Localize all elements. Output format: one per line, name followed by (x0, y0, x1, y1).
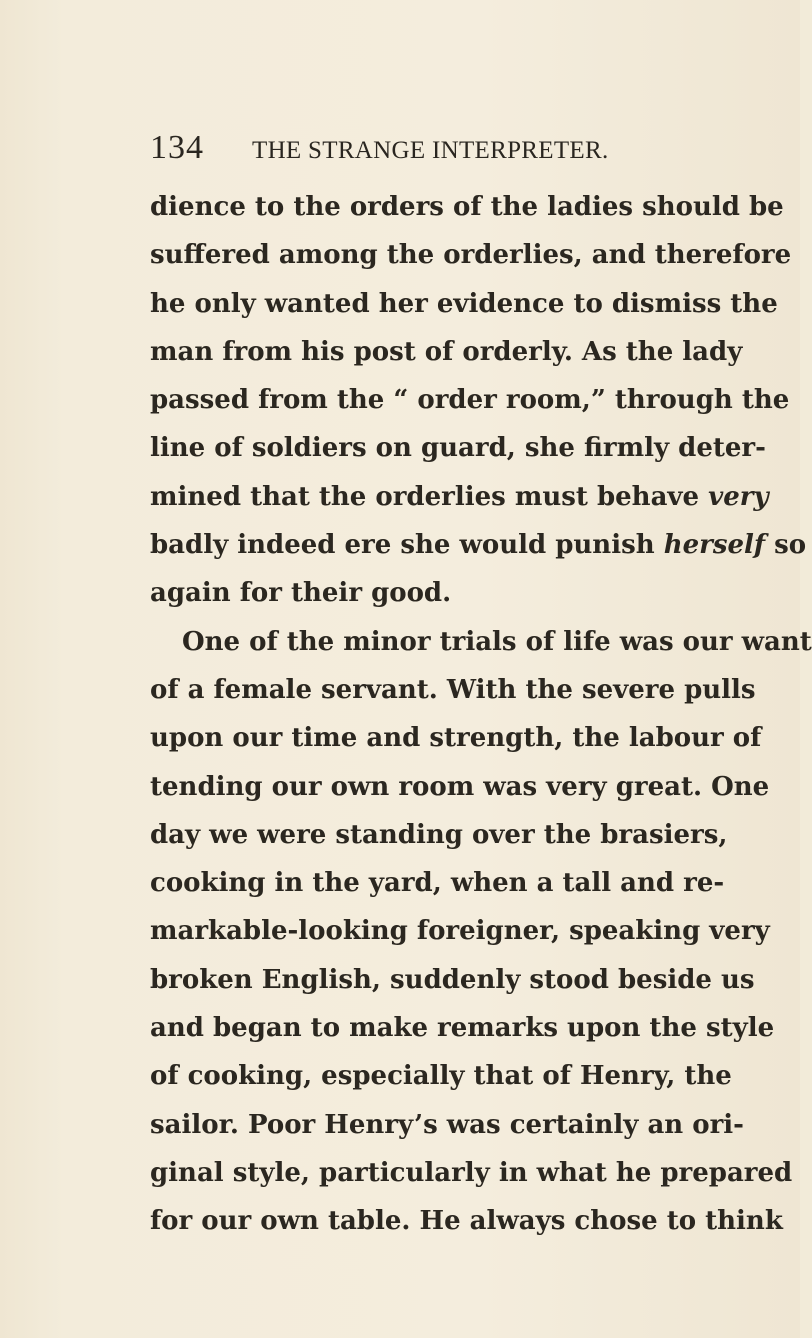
text-line: cooking in the yard, when a tall and re- (150, 868, 725, 899)
text-line: markable-looking foreigner, speaking very (150, 916, 770, 947)
text-line: man from his post of orderly. As the lady (150, 336, 743, 367)
text-line: and began to make remarks upon the style (150, 1013, 775, 1044)
text-run: badly indeed ere she would punish (150, 530, 664, 561)
text-line: tending our own room was very great. One (150, 771, 770, 802)
text-line: sailor. Poor Henry’s was certainly an ori- (150, 1109, 744, 1140)
text-line (150, 473, 769, 521)
text-line: of a female servant. With the severe pulls (150, 674, 756, 705)
running-head: THE STRANGE INTERPRETER. (252, 137, 609, 164)
page-header (150, 128, 710, 168)
text-line: for our own table. He always chose to think (150, 1206, 783, 1237)
text-line: again for their good. (150, 578, 452, 609)
text-line: suffered among the orderlies, and therefore (150, 240, 792, 271)
text-line: day we were standing over the brasiers, (150, 819, 728, 850)
paragraph-start-line: One of the minor trials of life was our want (182, 626, 812, 657)
text-line: he only wanted her evidence to dismiss the (150, 288, 778, 319)
text-line: of cooking, especially that of Henry, the (150, 1061, 732, 1092)
page-number: 134 (150, 129, 204, 166)
body-text (150, 183, 812, 1246)
emphasis-word: herself (663, 530, 766, 561)
text-line: dience to the orders of the ladies should be (150, 192, 784, 222)
text-line (150, 521, 807, 569)
text-line: passed from the “ order room,” through the (150, 385, 790, 416)
text-run: mined that the orderlies must behave (150, 481, 709, 512)
text-line: line of soldiers on guard, she firmly deter- (150, 433, 766, 464)
emphasis-word: very (708, 481, 769, 512)
text-line: broken English, suddenly stood beside us (150, 964, 755, 995)
text-run: so (765, 530, 807, 561)
text-line: ginal style, particularly in what he prepared (150, 1157, 793, 1188)
text-line: upon our time and strength, the labour of (150, 723, 762, 754)
